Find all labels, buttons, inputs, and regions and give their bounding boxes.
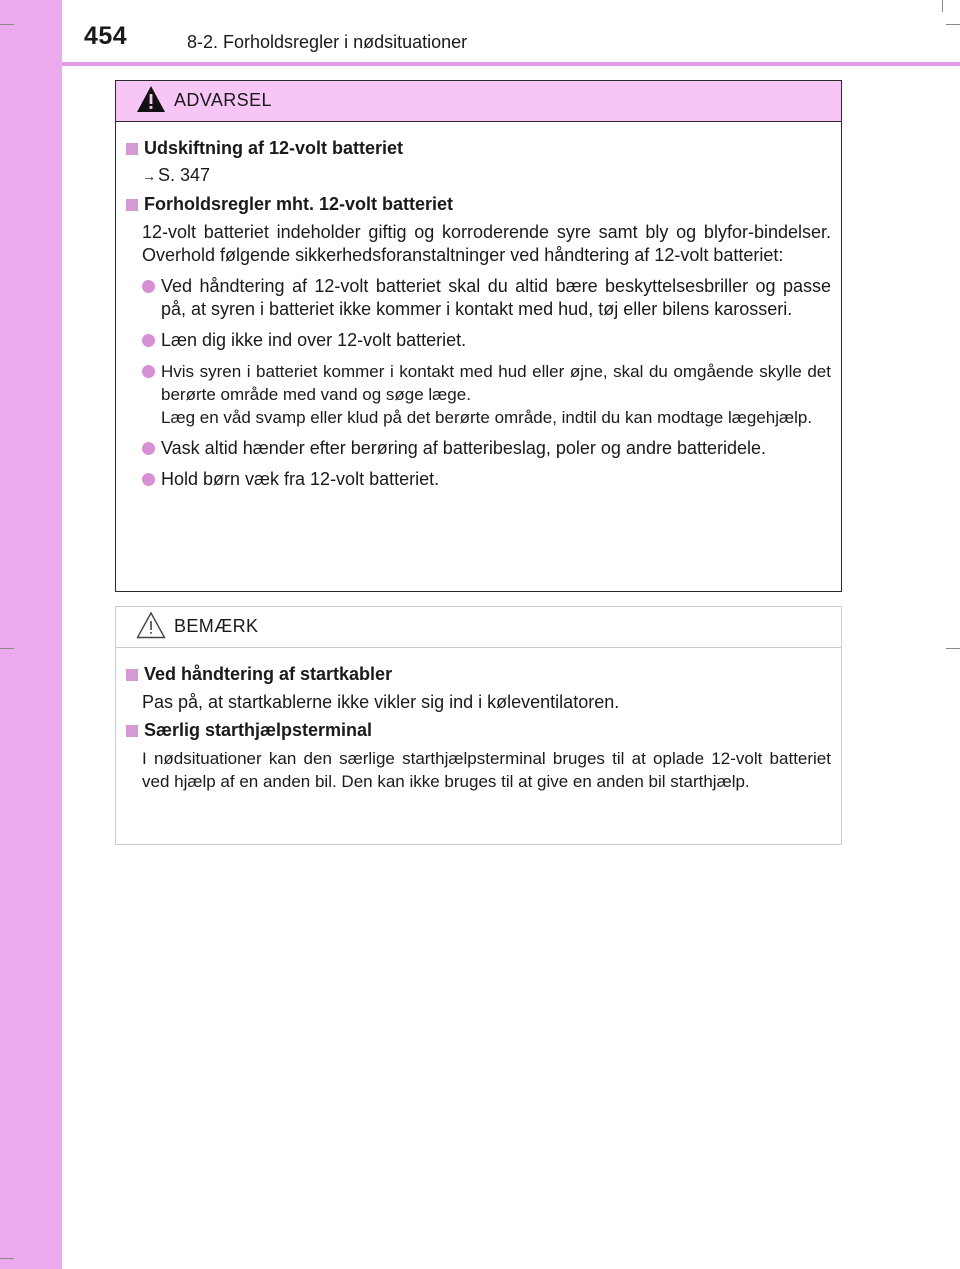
- circle-bullet-icon: [142, 365, 155, 378]
- notice-paragraph: I nødsituationer kan den særlige starthjælpsterminal bruges til at oplade 12-volt batteriet ved hjælp af en anden bil. Den kan ikke bruges til at give en anden bil starthjælp.: [142, 749, 831, 791]
- heading-text: Særlig starthjælpsterminal: [144, 720, 373, 740]
- warning-header: [116, 81, 841, 122]
- heading-text: Forholdsregler mht. 12-volt batteriet: [144, 194, 454, 214]
- notice-label: BEMÆRK: [174, 616, 259, 636]
- square-bullet-icon: [126, 143, 138, 155]
- list-item-line: Læg en våd svamp eller klud på det berørte område, indtil du kan modtage lægehjælp.: [161, 408, 813, 427]
- circle-bullet-icon: [142, 280, 155, 293]
- circle-bullet-icon: [142, 473, 155, 486]
- arrow-right-icon: →: [142, 168, 156, 184]
- notice-paragraph: Pas på, at startkablerne ikke vikler sig ind i køleventilatoren.: [142, 692, 620, 712]
- heading-text: Udskiftning af 12-volt batteriet: [144, 138, 404, 158]
- section-title: 8-2. Forholdsregler i nødsituationer: [187, 32, 468, 52]
- crop-mark: [946, 648, 960, 649]
- list-item-text: Vask altid hænder efter berøring af batteribeslag, poler og andre batteridele.: [161, 438, 767, 458]
- square-bullet-icon: [126, 669, 138, 681]
- list-item-text: [161, 360, 831, 429]
- circle-bullet-icon: [142, 442, 155, 455]
- list-item: [142, 437, 831, 460]
- list-item: [142, 468, 831, 491]
- list-item: [142, 275, 831, 321]
- notice-box: [115, 606, 842, 845]
- square-bullet-icon: [126, 199, 138, 211]
- caution-triangle-icon: [136, 611, 166, 639]
- notice-body: [116, 648, 841, 793]
- list-item-line: Hvis syren i batteriet kommer i kontakt med hud eller øjne, skal du omgående skylle det berørte område med vand og søge læge.: [161, 362, 831, 404]
- warning-box: [115, 80, 842, 592]
- square-bullet-icon: [126, 725, 138, 737]
- crop-mark: [946, 24, 960, 25]
- warning-triangle-icon: [136, 85, 166, 113]
- header-rule: [62, 62, 960, 66]
- warning-label: ADVARSEL: [174, 90, 272, 110]
- crop-mark: [0, 24, 14, 25]
- list-item-text: Læn dig ikke ind over 12-volt batteriet.: [161, 330, 467, 350]
- warning-heading-1: [126, 138, 831, 159]
- side-color-band: [0, 0, 62, 1269]
- circle-bullet-icon: [142, 334, 155, 347]
- list-item: [142, 329, 831, 352]
- notice-header: [116, 607, 841, 648]
- page-reference: [142, 165, 831, 186]
- page-number: 454: [84, 22, 128, 50]
- notice-heading-2: [126, 720, 831, 741]
- heading-text: Ved håndtering af startkabler: [144, 664, 393, 684]
- list-item-text: Hold børn væk fra 12-volt batteriet.: [161, 469, 440, 489]
- warning-paragraph: 12-volt batteriet indeholder giftig og korroderende syre samt bly og blyfor-bindelser. Overhold følgende sikkerhedsforanstaltninger ved håndtering af 12-volt batteriet:: [142, 222, 831, 265]
- list-item: [142, 360, 831, 429]
- list-item-text: Ved håndtering af 12-volt batteriet skal du altid bære beskyttelsesbriller og passe på, at syren i batteriet ikke kommer i kontakt med hud, tøj eller bilens karosseri.: [161, 276, 831, 319]
- notice-heading-1: [126, 664, 831, 685]
- crop-mark: [942, 0, 943, 12]
- reference-text: S. 347: [158, 165, 211, 185]
- warning-heading-2: [126, 194, 831, 215]
- crop-mark: [0, 648, 14, 649]
- crop-mark: [0, 1258, 14, 1259]
- warning-body: [116, 122, 841, 491]
